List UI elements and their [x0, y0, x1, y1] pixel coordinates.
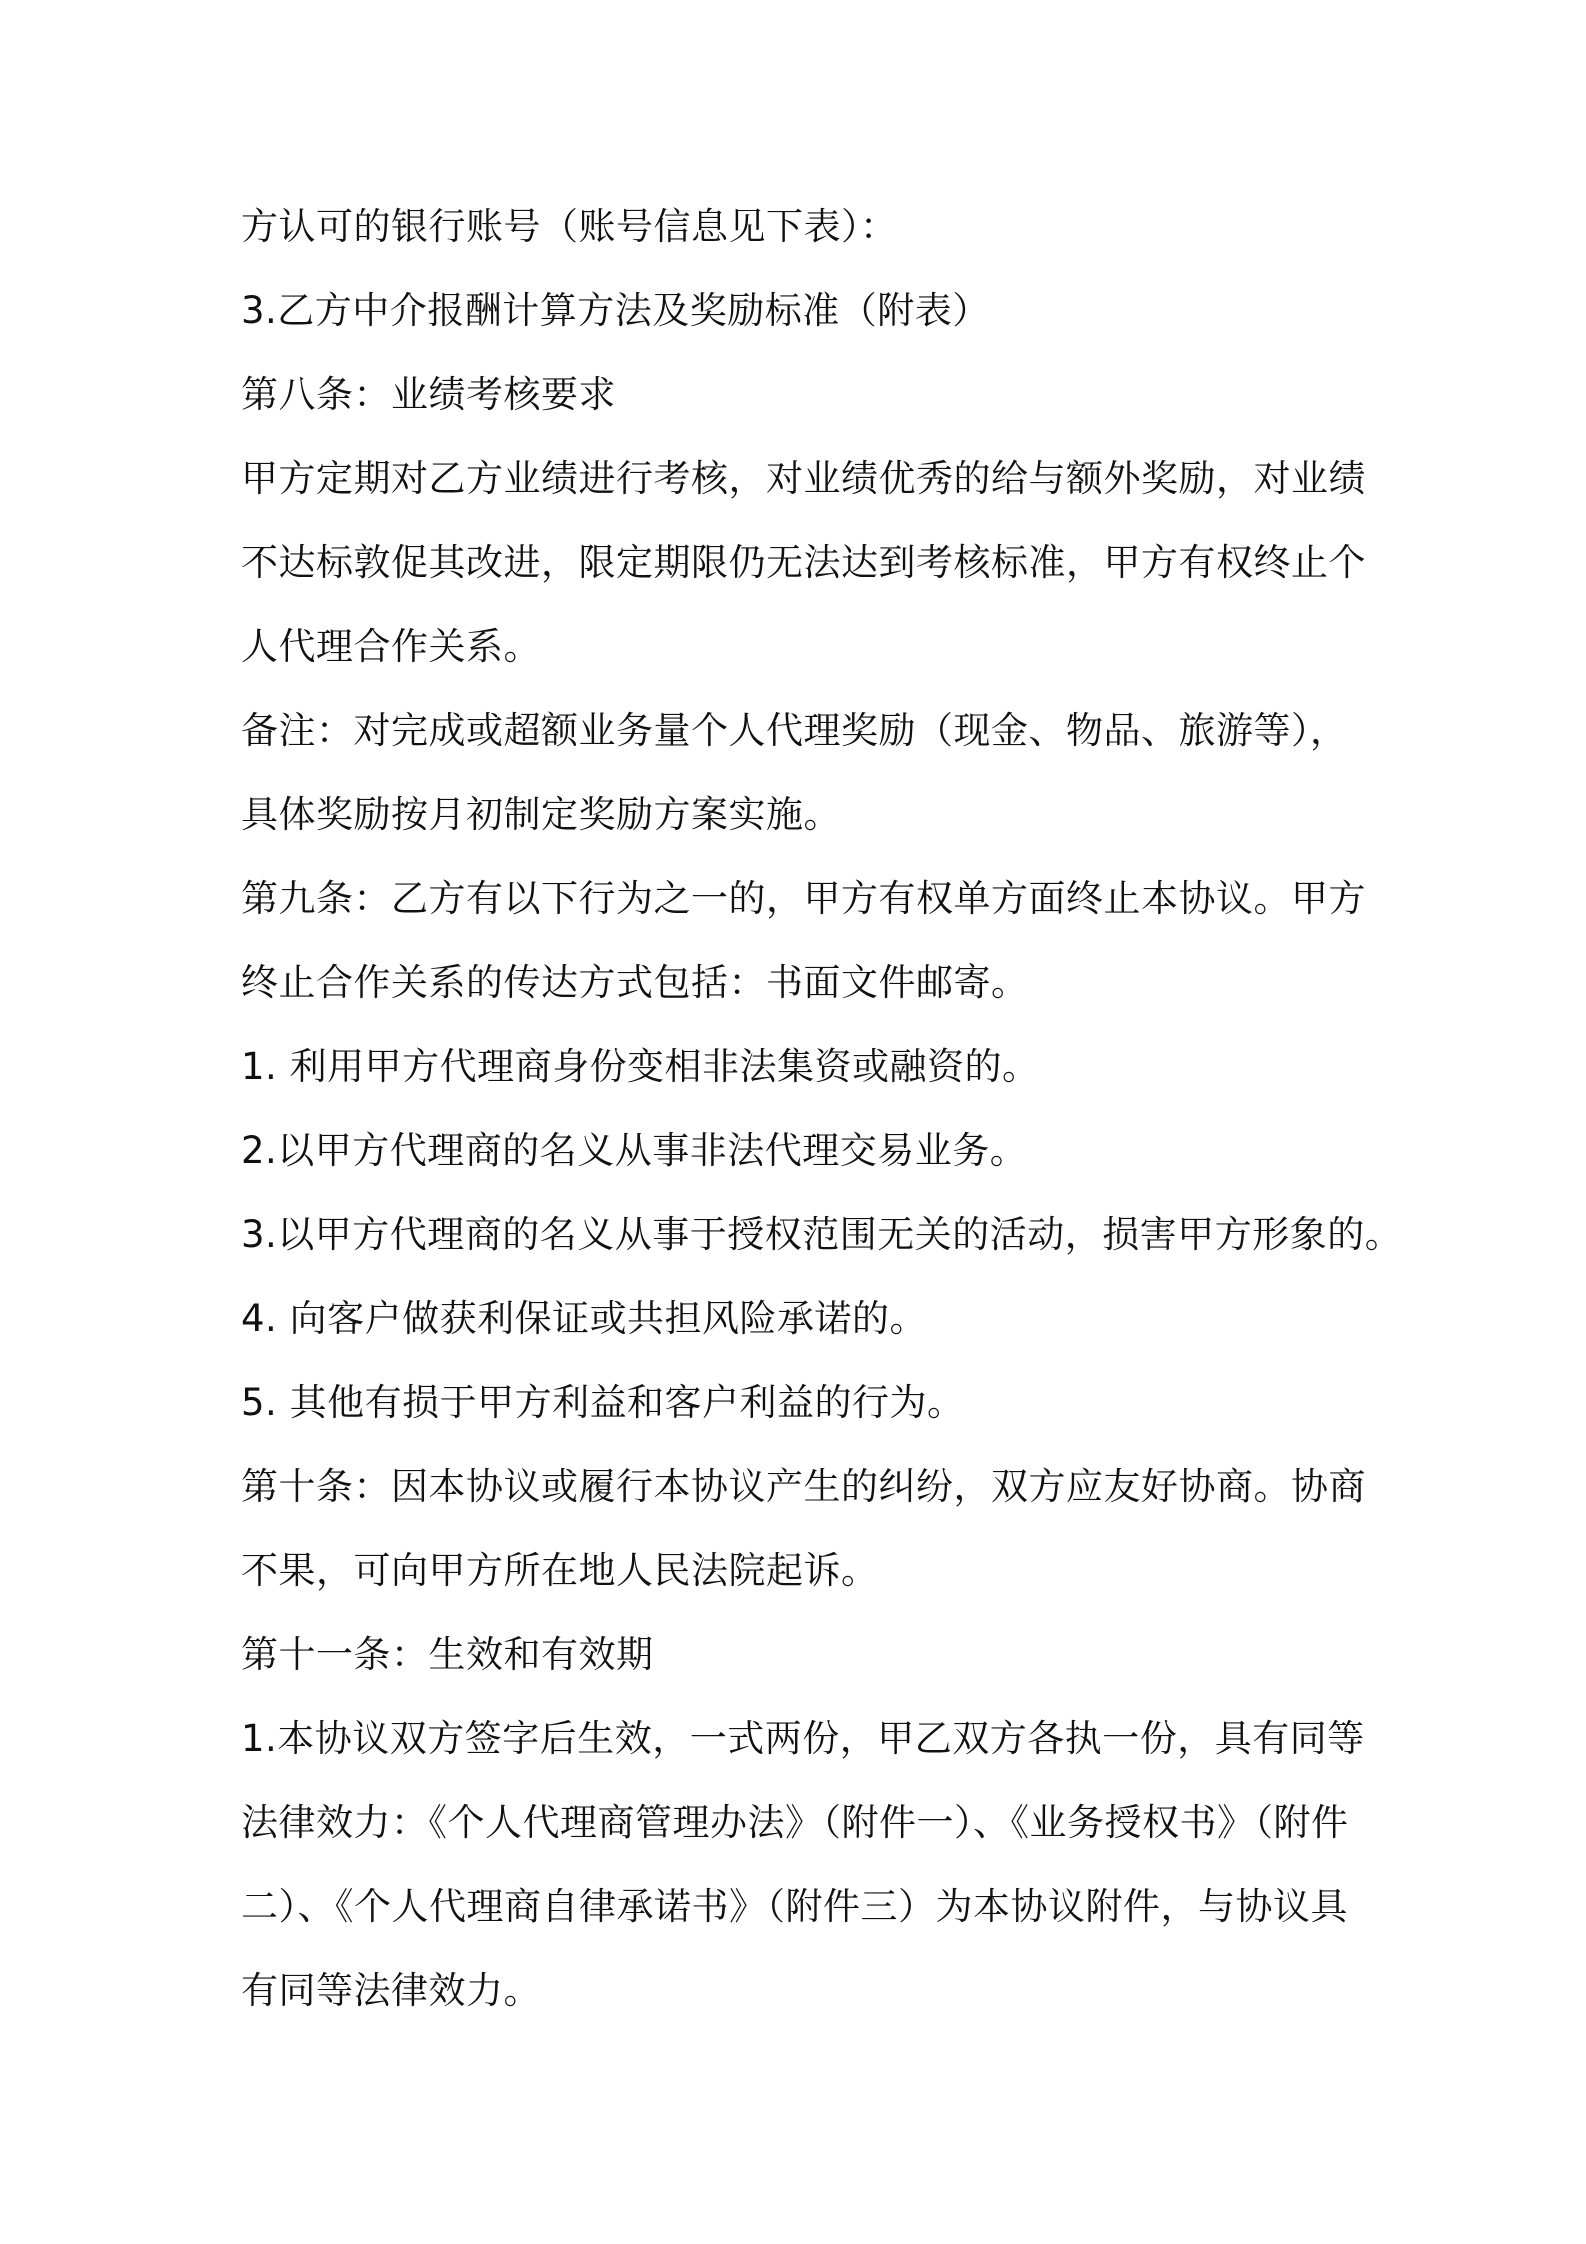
- section-heading: 第十一条：生效和有效期: [241, 1633, 654, 1676]
- text-line: 终止合作关系的传达方式包括：书面文件邮寄。: [241, 961, 1029, 1004]
- document-body: [241, 185, 1403, 2033]
- list-item: 1. 利用甲方代理商身份变相非法集资或融资的。: [241, 1045, 1040, 1088]
- list-item: 3.以甲方代理商的名义从事于授权范围无关的活动，损害甲方形象的。: [241, 1213, 1403, 1256]
- list-item: 5. 其他有损于甲方利益和客户利益的行为。: [241, 1381, 965, 1424]
- list-item: 2.以甲方代理商的名义从事非法代理交易业务。: [241, 1129, 1028, 1172]
- text-line: 3.乙方中介报酬计算方法及奖励标准（附表）: [241, 289, 990, 332]
- text-line: 有同等法律效力。: [241, 1969, 541, 2012]
- text-line: 第十条：因本协议或履行本协议产生的纠纷，双方应友好协商。协商: [241, 1465, 1366, 1508]
- text-line: 备注：对完成或超额业务量个人代理奖励（现金、物品、旅游等），: [241, 709, 1348, 752]
- text-line: 第九条：乙方有以下行为之一的，甲方有权单方面终止本协议。甲方: [241, 877, 1366, 920]
- text-line: 不达标敦促其改进，限定期限仍无法达到考核标准，甲方有权终止个: [241, 541, 1366, 584]
- text-line: 法律效力：《个人代理商管理办法》（附件一）、《业务授权书》（附件: [241, 1801, 1349, 1844]
- section-heading: 第八条：业绩考核要求: [241, 373, 616, 416]
- text-line: 人代理合作关系。: [241, 625, 541, 668]
- text-line: 甲方定期对乙方业绩进行考核，对业绩优秀的给与额外奖励，对业绩: [241, 457, 1366, 500]
- text-line: 二）、《个人代理商自律承诺书》（附件三）为本协议附件，与协议具: [241, 1885, 1348, 1928]
- text-line: 1.本协议双方签字后生效，一式两份，甲乙双方各执一份，具有同等: [241, 1717, 1365, 1760]
- text-line: 方认可的银行账号（账号信息见下表）：: [241, 205, 898, 248]
- list-item: 4. 向客户做获利保证或共担风险承诺的。: [241, 1297, 928, 1340]
- text-line: 不果，可向甲方所在地人民法院起诉。: [241, 1549, 879, 1592]
- text-line: 具体奖励按月初制定奖励方案实施。: [241, 793, 841, 836]
